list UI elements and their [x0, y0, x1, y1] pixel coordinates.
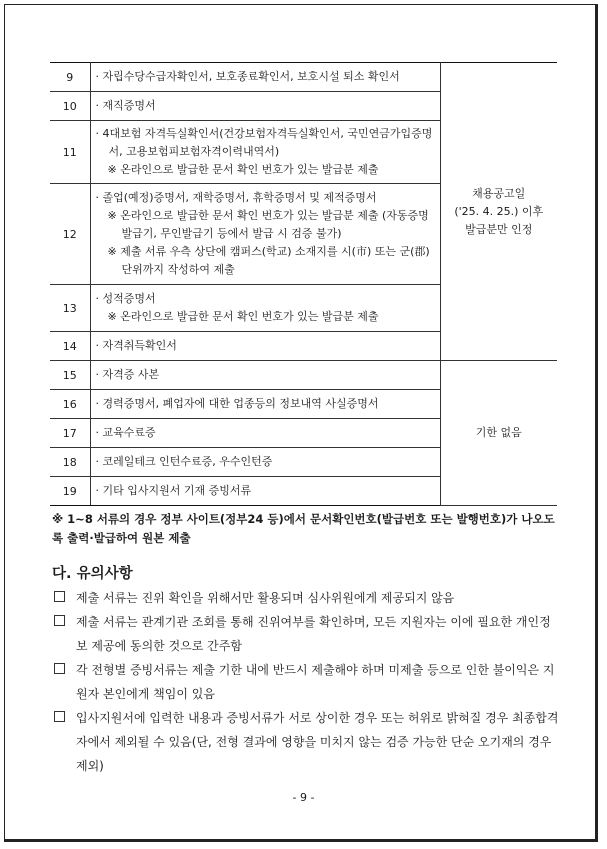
row-description [90, 285, 440, 332]
section-title: 다. 유의사항 [52, 566, 133, 582]
row-description [90, 477, 440, 506]
row-description [90, 361, 440, 390]
note-line: 채용공고일 [472, 186, 526, 200]
row-description [90, 63, 440, 92]
table-footnote: ※ 1~8 서류의 경우 정부 사이트(정부24 등)에서 문서확인번호(발급번호 또는 발행번호)가 나오도록 출력·발급하여 원본 제출 [52, 512, 555, 545]
table-row [50, 63, 557, 92]
document-item: · 자격증 사본 [95, 368, 160, 381]
row-number: 9 [50, 63, 90, 92]
document-item: · 코레일테크 인턴수료증, 우수인턴증 [95, 455, 273, 468]
caution-item [54, 586, 560, 610]
sub-note: ※ 제출 서류 우측 상단에 캠퍼스(학교) 소재지를 시(市) 또는 군(郡) 단위까지 작성하여 제출 [107, 245, 430, 276]
document-item: · 경력증명서, 폐업자에 대한 업종등의 정보내역 사실증명서 [95, 397, 379, 410]
row-number: 18 [50, 448, 90, 477]
checkbox-square-icon [54, 615, 65, 626]
row-description [90, 448, 440, 477]
table-row [50, 361, 557, 390]
note-line: 발급분만 인정 [465, 222, 533, 236]
document-item: · 졸업(예정)증명서, 재학증명서, 휴학증명서 및 제적증명서 [95, 191, 377, 204]
sub-note: ※ 온라인으로 발급한 문서 확인 번호가 있는 발급분 제출 [107, 310, 379, 323]
row-description [90, 92, 440, 121]
caution-text: 제출 서류는 진위 확인을 위해서만 활용되며 심사위원에게 제공되지 않음 [76, 591, 455, 605]
row-description [90, 332, 440, 361]
document-item: · 4대보험 자격득실확인서(건강보험자격득실확인서, 국민연금가입증명서, 고용보험피보험자격이력내역서) [95, 127, 433, 158]
document-item: · 자격취득확인서 [95, 339, 177, 352]
row-number: 10 [50, 92, 90, 121]
row-number: 19 [50, 477, 90, 506]
row-description [90, 121, 440, 184]
row-description [90, 390, 440, 419]
caution-item [54, 706, 560, 778]
row-number: 12 [50, 184, 90, 285]
caution-text: 제출 서류는 관계기관 조회를 통해 진위여부를 확인하며, 모든 지원자는 이에 필요한 개인정보 제공에 동의한 것으로 간주함 [76, 615, 551, 653]
sub-note: ※ 온라인으로 발급한 문서 확인 번호가 있는 발급분 제출 (자동증명발급기, 무인발급기 등에서 발급 시 검증 불가) [107, 209, 429, 240]
caution-item [54, 658, 560, 706]
row-number: 16 [50, 390, 90, 419]
row-number: 17 [50, 419, 90, 448]
document-item: · 재직증명서 [95, 99, 156, 112]
row-number: 14 [50, 332, 90, 361]
row-number: 13 [50, 285, 90, 332]
document-item: · 기타 입사지원서 기재 증빙서류 [95, 484, 252, 497]
checkbox-square-icon [54, 663, 65, 674]
document-item: · 교육수료증 [95, 426, 156, 439]
note-line: ('25. 4. 25.) 이후 [454, 204, 544, 218]
row-number: 15 [50, 361, 90, 390]
checkbox-square-icon [54, 591, 65, 602]
row-description [90, 184, 440, 285]
caution-text: 각 전형별 증빙서류는 제출 기한 내에 반드시 제출해야 하며 미제출 등으로 인한 불이익은 지원자 본인에게 책임이 있음 [76, 663, 555, 701]
document-item: · 성적증명서 [95, 292, 156, 305]
row-number: 11 [50, 121, 90, 184]
deadline-note-recent [440, 63, 557, 361]
deadline-note-none: 기한 없음 [440, 361, 557, 506]
sub-note: ※ 온라인으로 발급한 문서 확인 번호가 있는 발급분 제출 [107, 163, 379, 176]
caution-list [54, 586, 560, 778]
caution-text: 입사지원서에 입력한 내용과 증빙서류가 서로 상이한 경우 또는 허위로 밝혀질 경우 최종합격자에서 제외될 수 있음(단, 전형 결과에 영향을 미치지 않는 검증 가능한 단순 오기재의 경우 제외) [76, 711, 559, 773]
page-number: - 9 - [292, 791, 315, 804]
row-description [90, 419, 440, 448]
caution-item [54, 610, 560, 658]
document-table [50, 62, 557, 506]
document-item: · 자립수당수급자확인서, 보호종료확인서, 보호시설 퇴소 확인서 [95, 70, 400, 83]
checkbox-square-icon [54, 711, 65, 722]
